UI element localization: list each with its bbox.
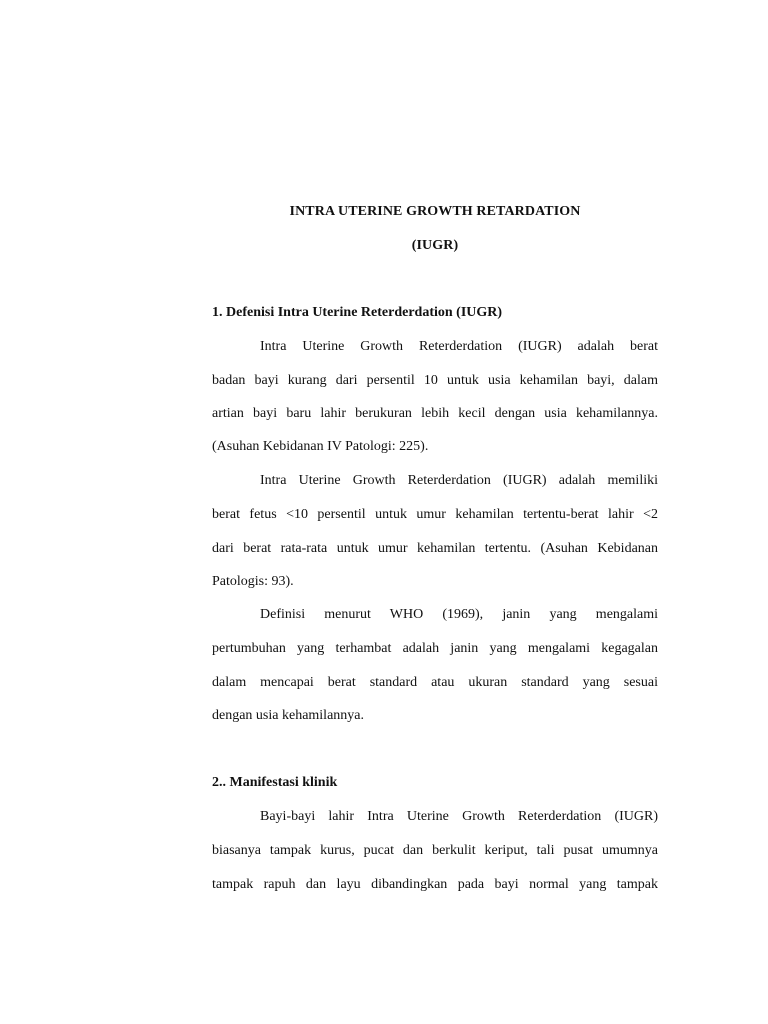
paragraph-line: pertumbuhan yang terhambat adalah janin yang mengalami kegagalan <box>212 641 658 656</box>
paragraph-line: dengan usia kehamilannya. <box>212 708 365 723</box>
paragraph-line: berat fetus <10 persentil untuk umur kehamilan tertentu-berat lahir <2 <box>212 507 658 522</box>
paragraph-line: badan bayi kurang dari persentil 10 untuk usia kehamilan bayi, dalam <box>212 373 658 388</box>
paragraph-line: Intra Uterine Growth Reterderdation (IUGR) adalah memiliki <box>260 473 658 488</box>
paragraph-line: tampak rapuh dan layu dibandingkan pada bayi normal yang tampak <box>212 877 658 892</box>
paragraph-line: artian bayi baru lahir berukuran lebih kecil dengan usia kehamilannya. <box>212 406 658 421</box>
document-title: INTRA UTERINE GROWTH RETARDATION <box>289 204 581 219</box>
paragraph-line: dalam mencapai berat standard atau ukuran standard yang sesuai <box>212 675 658 690</box>
paragraph-line: Intra Uterine Growth Reterderdation (IUGR) adalah berat <box>260 339 658 354</box>
section-2-heading: 2.. Manifestasi klinik <box>212 775 338 790</box>
paragraph-line: biasanya tampak kurus, pucat dan berkulit keriput, tali pusat umumnya <box>212 843 658 858</box>
section-1-heading: 1. Defenisi Intra Uterine Reterderdation (IUGR) <box>212 305 503 320</box>
paragraph-line: (Asuhan Kebidanan IV Patologi: 225). <box>212 439 429 454</box>
paragraph-line: Definisi menurut WHO (1969), janin yang mengalami <box>260 607 658 622</box>
paragraph-line: dari berat rata-rata untuk umur kehamilan tertentu. (Asuhan Kebidanan <box>212 541 658 556</box>
document-subtitle: (IUGR) <box>411 238 459 253</box>
paragraph-line: Bayi-bayi lahir Intra Uterine Growth Reterderdation (IUGR) <box>260 809 658 824</box>
paragraph-line: Patologis: 93). <box>212 574 294 589</box>
